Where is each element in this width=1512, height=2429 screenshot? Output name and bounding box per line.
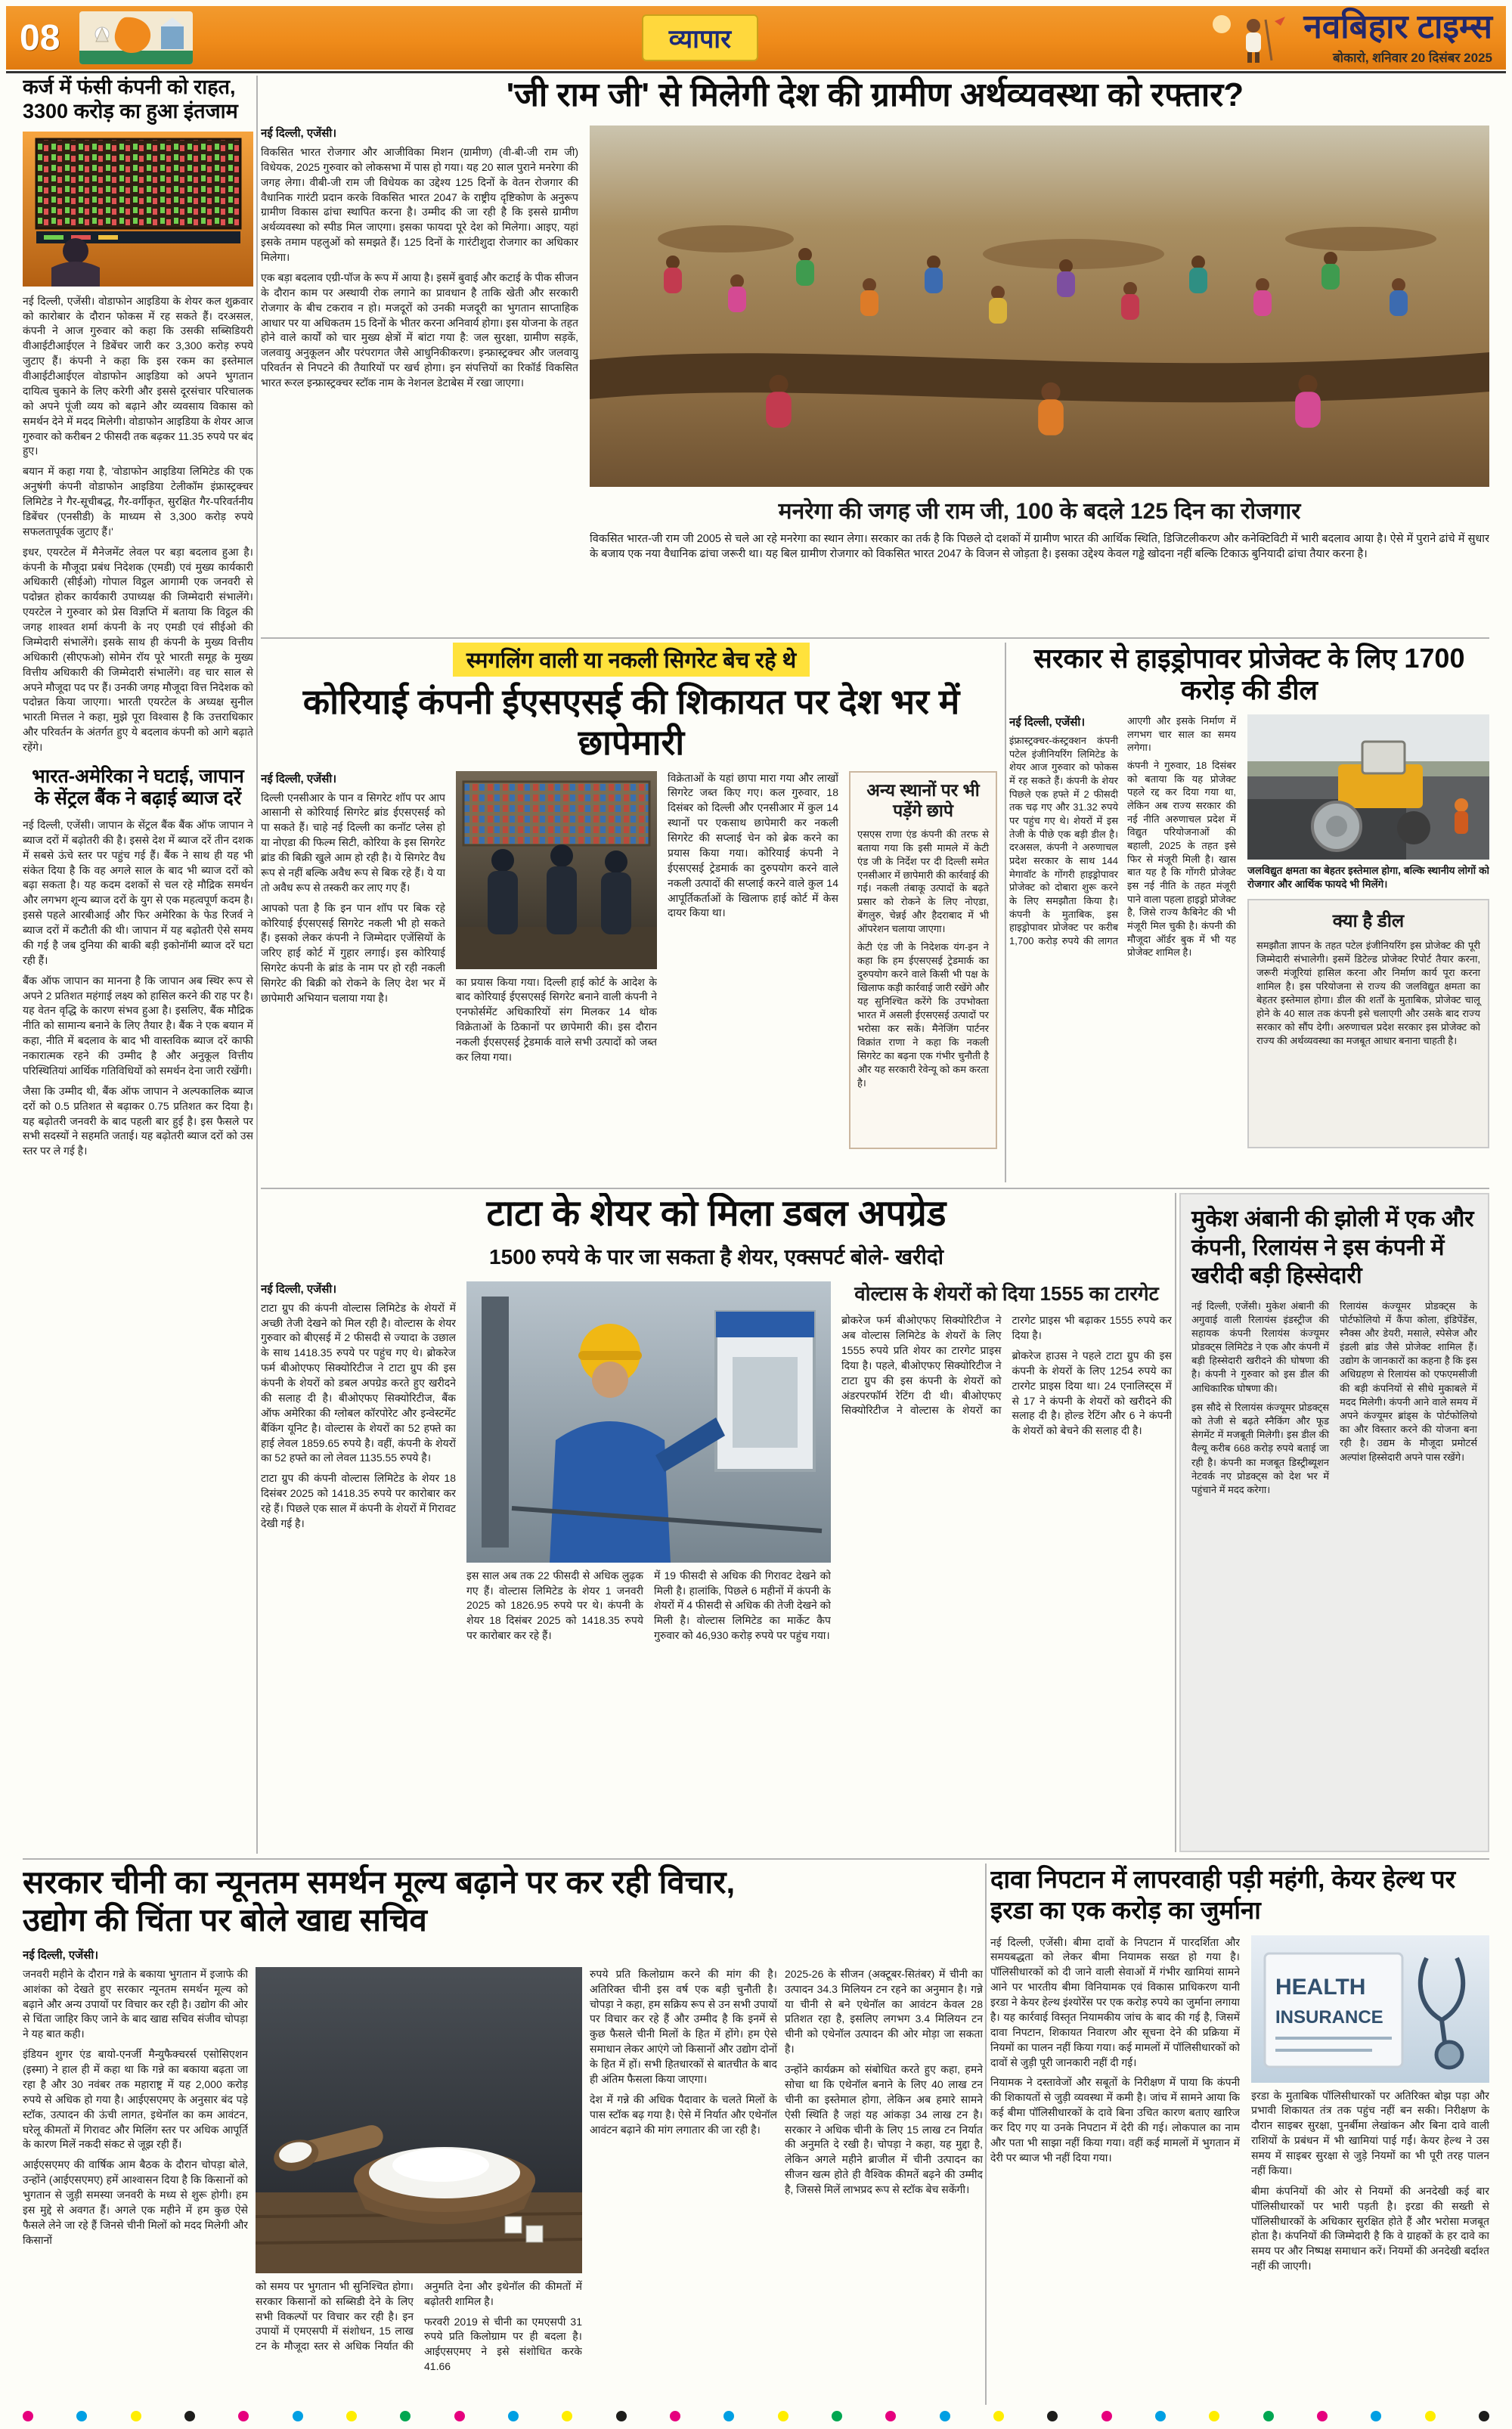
photo-caption-headline: मनरेगा की जगह जी राम जी, 100 के बदले 125 दिन का रोजगार: [778, 498, 1301, 524]
article-gram-ji-lead: [261, 76, 1489, 634]
article-paragraph: बयान में कहा गया है, 'वोडाफोन आइडिया लिमिटेड की एक अनुषंगी कंपनी वोडाफोन आइडिया टेलीकॉम इंफ्रास्ट्रक्चर लिमिटेड ने गैर-सूचीबद्ध, गैर-वर्गीकृत, सुरक्षित गैर-परिवर्तनीय डिबेंचर (एनसीडी) के माध्यम से 3,300 करोड़ रुपये सफलतापूर्वक जुटाए हैं।': [23, 465, 253, 538]
article-body: [1191, 1300, 1477, 1821]
photo-sugar-bowl: [256, 1967, 582, 2273]
section-rule-2: [261, 1188, 1489, 1189]
article-paragraph: को समय पर भुगतान भी सुनिश्चित होगा। सरकार किसानों को सब्सिडी देने के लिए सभी विकल्पों पर विचार कर रही है। इन उपायों में एमएसपी में संशोधन, 15 लाख टन के मौजूदा स्तर से अधिक निर्यात की अनुमति देना और इथेनॉल की कीमतों में बढ़ोतरी शामिल है।: [256, 2279, 582, 2353]
article-subhead: 1500 रुपये के पार जा सकता है शेयर, एक्सपर्ट बोले- खरीदो: [489, 1244, 943, 1269]
dateline: नई दिल्ली, एजेंसी।: [261, 772, 336, 785]
section-rule-1: [261, 637, 1489, 639]
paper-name: नवबिहार टाइम्स: [1303, 8, 1492, 46]
article-paragraph: आपको पता है कि इन पान शॉप पर बिक रहे कोरियाई ईएसएसई सिगरेट नकली भी हो सकते हैं। इसको लेकर कंपनी ने जिम्मेदार एजेंसियों के जरिए हाई कोर्ट में गुहार लगाई। इस कोरियाई सिगरेट कंपनी के ब्रांड के नाम पर हो रही नकली सिगरेट की बिक्री को रोकने के लिए देश भर में छापेमारी अभियान चलाया गया है।: [261, 901, 445, 1004]
article-column-1: [261, 1281, 456, 1841]
article-paragraph: 2025-26 के सीजन (अक्टूबर-सितंबर) में चीनी का उत्पादन 34.3 मिलियन टन रहने का अनुमान है। गन्ने या चीनी से बने एथेनॉल का आवंटन केवल 28 प्रतिशत रहा है, इसलिए लगभग 3.4 मिलियन टन चीनी को एथेनॉल उत्पादन की ओर मोड़ा जा सकता है।: [785, 1967, 983, 2056]
sidebar-box-headline: अन्य स्थानों पर भी पड़ेंगे छापे: [866, 779, 980, 821]
registration-dot: [670, 2411, 680, 2421]
photo-stock-market: [23, 132, 253, 287]
article-paragraph: टाटा ग्रुप की कंपनी वोल्टास लिमिटेड के शेयर 18 दिसंबर 2025 को 1418.35 रुपये पर कारोबार कर रहे हैं। पिछले एक साल में कंपनी के शेयरों में गिरावट देखी गई है।: [261, 1472, 456, 1529]
article-paragraph: देश में गन्ने की अधिक पैदावार के चलते मिलों के पास स्टॉक बढ़ गया है। ऐसे में निर्यात और एथेनॉल आवंटन बढ़ाने की मांग लगातार की जा रही है।: [590, 2093, 777, 2136]
registration-dot: [1047, 2411, 1058, 2421]
registration-dot: [1479, 2411, 1489, 2421]
kicker-label: स्मगलिंग वाली या नकली सिगरेट बेच रहे थे: [453, 643, 810, 677]
photo-cigarette-raid: [456, 771, 657, 969]
registration-dot: [1371, 2411, 1381, 2421]
column-rule-esse-hydro: [1005, 643, 1006, 1182]
lead-photo-block: [590, 125, 1489, 624]
masthead-divider: [6, 71, 1506, 73]
article-paragraph: नई दिल्ली, एजेंसी। वोडाफोन आइडिया के शेयर कल शुक्रवार को कारोबार के दौरान फोकस में रह सकते हैं। दरअसल, कंपनी ने आज गुरुवार को कहा कि उसकी सब्सिडियरी वीआईटीआईएल ने डिबेंचर जारी कर 3,300 करोड़ रुपये जुटाए हैं। कंपनी ने कहा कि इस रकम का इस्तेमाल वीआईटीआईएल वोडाफोन आइडिया को अपने भुगतान दायित्व चुकाने के लिए करेगी और इससे दूरसंचार परिचालक को अपने पूंजी व्यय को बढ़ाने और व्यवसाय विकास को समर्थन देने में मदद मिलेगी। वोडाफोन आइडिया के शेयर आज गुरुवार को करीबन 2 फीसदी तक बढ़कर 11.35 रुपये पर बंद हुए।: [23, 294, 253, 457]
registration-dot: [508, 2411, 519, 2421]
article-paragraph: फरवरी 2019 से चीनी का एमएसपी 31 रुपये प्रति किलोग्राम पर ही बदला है। आईएसएमए ने इसे संशोधित करके 41.66: [424, 2315, 582, 2373]
column-rule-tata-ambani: [1175, 1193, 1176, 1852]
lead-body-column: [261, 125, 578, 624]
masthead: [6, 6, 1506, 70]
health-photo-label-2: INSURANCE: [1275, 2006, 1383, 2028]
article-paragraph: एक बड़ा बदलाव एग्री-पॉज के रूप में आया है। इसमें बुवाई और कटाई के पीक सीजन के दौरान काम पर अस्थायी रोक लगाने का प्रावधान है ताकि खेती और सरकारी रोजगार के बीच टकराव न हो। मजदूरों को उनकी मजदूरी का भुगतान साप्ताहिक आधार पर या अधिकतम 15 दिनों के भीतर करना अनिवार्य होगा। इस योजना के तहत होने वाले कार्यों को चार मुख्य क्षेत्रों में बांटा गया है: जल सुरक्षा, ग्रामीण सड़कें, जलवायु अनुकूलन और परंपरागत जैसे आधुनिकीकरण। इन्फ्रास्ट्रक्चर और जलवायु परिवर्तन से निपटने की तैयारियों पर खर्च होगा। इन संपत्तियों का रिकॉर्ड विकसित भारत रूरल इन्फ्रास्ट्रक्चर स्टॉक नाम के नेशनल डेटाबेस में रखा जाएगा।: [261, 271, 578, 389]
registration-dot: [1101, 2411, 1112, 2421]
article-headline: कर्ज में फंसी कंपनी को राहत, 3300 करोड़ का हुआ इंतजाम: [23, 76, 238, 122]
registration-dot: [778, 2411, 789, 2421]
article-headline: सरकार चीनी का न्यूनतम समर्थन मूल्य बढ़ाने पर कर रही विचार, उद्योग की चिंता पर बोले खाद्य सचिव: [23, 1864, 736, 1938]
article-paragraph: इधर, एयरटेल में मैनेजमेंट लेवल पर बड़ा बदलाव हुआ है। कंपनी के मौजूदा प्रबंध निदेशक (एमडी) एवं मुख्य कार्यकारी अधिकारी (सीईओ) गोपाल विट्ठल आगामी एक जनवरी से पदोन्नत होकर कार्यकारी उपाध्यक्ष की जिम्मेदारी संभालेंगे। एयरटेल ने गुरुवार को प्रेस विज्ञप्ति में बताया कि विट्ठल की जगह शाश्वत शर्मा कंपनी के नए एमडी एवं सीईओ की जिम्मेदारी संभालेंगे। इसके साथ ही कंपनी के मुख्य वित्तीय अधिकारी (सीएफओ) सोमेन रॉय पूरे भारती समूह के मुख्य वित्तीय अधिकारी की जिम्मेदारी संभालेंगे। वह चार साल से अपने मौजूदा पद पर हैं। उनकी जगह मौजूदा वित्त निदेशक को पदोन्नत किया जाएगा। भारती एयरटेल के अध्यक्ष सुनील भारती मित्तल ने कहा, मुझे पूरा विश्वास है कि उत्तराधिकार और परिवर्तन के अंतर्गत हुए ये बदलाव कंपनी को आगे बढ़ाते रहेंगे।: [23, 545, 253, 754]
article-headline: कोरियाई कंपनी ईएसएसई की शिकायत पर देश भर में छापेमारी: [302, 682, 960, 763]
sub-article-headline: वोल्टास के शेयरों को दिया 1555 का टारगेट: [854, 1281, 1159, 1305]
registration-dot: [184, 2411, 195, 2421]
article-esse-raids: [261, 643, 1002, 1182]
article-tata-voltas: [261, 1193, 1172, 1852]
article-headline: मुकेश अंबानी की झोली में एक और कंपनी, रिलायंस ने इस कंपनी में खरीदी बड़ी हिस्सेदारी: [1191, 1207, 1474, 1288]
article-continued-columns: [466, 1569, 831, 1826]
dateline: नई दिल्ली, एजेंसी।: [261, 1282, 336, 1296]
article-column-4: [785, 1967, 983, 2390]
article-reliance-stake: [1179, 1193, 1489, 1852]
registration-dot: [76, 2411, 87, 2421]
registration-dot: [1425, 2411, 1436, 2421]
registration-dot: [1155, 2411, 1166, 2421]
article-paragraph: विकसित भारत रोजगार और आजीविका मिशन (ग्रामीण) (वी-बी-जी राम जी) विधेयक, 2025 गुरुवार को लोकसभा में पास हो गया। यह 20 साल पुराने मनरेगा की जगह लेगा। वीबी-जी राम जी विधेयक का उद्देश्य 125 दिनों के वेतन रोजगार की वैधानिक गारंटी प्रदान करके विकसित भारत 2047 के राष्ट्रीय दृष्टिकोण के अनुरूप ग्रामीण विकास ढांचा स्थापित करना है। उम्मीद की जा रही है कि इससे ग्रामीण अर्थव्यवस्था को स्पीड मिल जाएगा। इसका फायदा पूरे देश को मिलेगा। आइए, यहां इसके तमाम पहलुओं को समझते हैं। 125 दिनों के गारंटीशुदा रोजगार का अधिकार मिलेगा।: [261, 145, 578, 264]
article-headline: सरकार से हाइड्रोपावर प्रोजेक्ट के लिए 1700 करोड़ की डील: [1033, 643, 1465, 706]
article-paragraph: बैंक ऑफ जापान का मानना है कि जापान अब स्थिर रूप से अपने 2 प्रतिशत महंगाई लक्ष्य को हासिल करने की राह पर है। यह वेतन वृद्धि के कारण संभव हुआ है। इसलिए, बैंक मौद्रिक नीति को सामान्य बनाने के लिए तैयार है। बैंक ने एक बयान में कहा, नीति में बदलाव के बाद भी वास्तविक ब्याज दरें काफी नकारात्मक रहने की उम्मीद है और अनुकूल वित्तीय परिस्थितियां आर्थिक गतिविधियों को समर्थन देना जारी रखेंगी।: [23, 974, 253, 1077]
article-paragraph: नई दिल्ली, एजेंसी। जापान के सेंट्रल बैंक बैंक ऑफ जापान ने ब्याज दरों में बढ़ोतरी की है। इससे देश में ब्याज दरें तीन दशक में सबसे ऊंचे स्तर पर पहुंच गई हैं। बैंक ने साथ ही यह भी संकेत दिया है कि वह अगले साल के बाद भी ब्याज दरों को बढ़ा सकता है। यह कदम दशकों से चल रहे मौद्रिक समर्थन और लगभग शून्य ब्याज दरों के युग से एक महत्वपूर्ण कदम है। इससे पहले आरबीआई और फिर अमेरिका के फेड रिजर्व ने ब्याज दरों में कटौती की थी। जापान में यह बढ़ोतरी ऐसे समय की गई है जब दुनिया की बाकी बड़ी इकोनॉमी ब्याज दरें घटा रही हैं।: [23, 818, 253, 966]
registration-dot: [238, 2411, 249, 2421]
registration-dot: [346, 2411, 357, 2421]
sidebar-paragraph: केटी एंड जी के निदेशक यंग-इन ने कहा कि हम ईएसएसई ट्रेडमार्क का दुरुपयोग करने वाले किसी भी पक्ष के खिलाफ कड़ी कार्रवाई जारी रखेंगे और यह सुनिश्चित करेंगे कि उपभोक्ता भारत में असली ईएसएसई उत्पादों पर भरोसा कर सकें। मैनेजिंग पार्टनर विक्रांत राणा ने कहा कि नकली सिगरेट का बढ़ना एक गंभीर चुनौती है और यह सरकारी रेवेन्यू को कम करता है।: [857, 941, 989, 1089]
article-column-1: [23, 1967, 248, 2390]
article-body-columns: [1009, 714, 1236, 1168]
article-hydropower-deal: [1009, 643, 1489, 1182]
article-photo-block: [1247, 714, 1489, 1168]
article-paragraph: रिलायंस कंज्यूमर प्रोडक्ट्स के पोर्टफोलियो में कैंपा कोला, इंडिपेंडेंस, स्नैक्स और डेयरी, मसाले, स्पेसेज और इंडली ब्रांड जैसे प्रोजेक्ट शामिल हैं। उद्योग के जानकारों का कहना है कि इस अधिग्रहण से रिलायंस को एफएमसीजी की बड़ी कंपनियों से सीधे मुकाबले में मदद मिलेगी। कंपनी आने वाले समय में अपने कंज्यूमर ब्रांड्स के पोर्टफोलियो का और विस्तार करने की योजना बना रही है। उद्यम के मौजूदा प्रमोटर्स अल्पांश हिस्सेदारी अपने पास रखेंगे।: [1340, 1300, 1477, 1463]
registration-dot: [454, 2411, 465, 2421]
deal-box-text: समझौता ज्ञापन के तहत पटेल इंजीनियरिंग इस प्रोजेक्ट की पूरी जिम्मेदारी संभालेगी। इसमें डिटेल्ड प्रोजेक्ट रिपोर्ट तैयार करना, जरूरी मंजूरियां हासिल करना और निर्माण कार्य पूरा करना शामिल है। इस परियोजना से राज्य की जलविद्युत क्षमता का बेहतर इस्तेमाल होगा। डील की शर्तों के मुताबिक, प्रोजेक्ट चालू होने के 40 साल तक कंपनी इसे चलाएगी और उसके बाद राज्य सरकार को सौंप देगी। अरुणाचल प्रदेश सरकार इस प्रोजेक्ट को राज्य की अर्थव्यवस्था का मजबूत आधार बनाना चाहती है।: [1256, 940, 1480, 1046]
registration-dot: [940, 2411, 950, 2421]
column-rule-left: [256, 76, 258, 1854]
article-paragraph: इरडा के मुताबिक पॉलिसीधारकों पर अतिरिक्त बोझ पड़ा और प्रभावी शिकायत तंत्र तक पहुंच नहीं बन सकी। निरीक्षण के दौरान साइबर सुरक्षा, पुनर्बीमा लेखांकन और बिना दावे वाली राशियों के प्रबंधन में भी खामियां पाई गईं। केयर हेल्थ ने उस समय में साइबर सुरक्षा से जुड़े नियमों का भी पूरी तरह पालन नहीं किया।: [1251, 2089, 1489, 2176]
article-headline: दावा निपटान में लापरवाही पड़ी महंगी, केयर हेल्थ पर इरडा का एक करोड़ का जुर्माना: [990, 1865, 1456, 1925]
photo-mgnrega-workers: [590, 125, 1489, 487]
article-column-2: [456, 771, 657, 1149]
article-paragraph: इंडियन शुगर एंड बायो-एनर्जी मैन्युफैक्चरर्स एसोसिएशन (इस्मा) ने हाल ही में कहा था कि गन्ने का बकाया बढ़ता जा रहा है और 30 नवंबर तक महाराष्ट्र में यह 2,000 करोड़ रुपये से अधिक हो गया है। आईएसएमए के अनुसार बंद पड़े स्टॉक, उत्पादन की ऊंची लागत, इथेनॉल का कम आवंटन, घरेलू कीमतों में गिरावट और मिलिंग स्तर पर अधिक आपूर्ति के कारण मिलें नकदी संकट से जूझ रही हैं।: [23, 2048, 248, 2151]
article-column-1: [990, 1935, 1240, 2385]
article-paragraph: नई दिल्ली, एजेंसी। मुकेश अंबानी की अगुवाई वाली रिलायंस इंडस्ट्रीज की सहायक कंपनी रिलायंस कंज्यूमर प्रोडक्ट्स लिमिटेड ने एक और कंपनी में बड़ी हिस्सेदारी खरीदने की घोषणा की है। कंपनी ने गुरुवार को इस डील की आधिकारिक घोषणा की।: [1191, 1300, 1329, 1394]
article-column-3: [668, 771, 838, 1149]
registration-dot: [562, 2411, 572, 2421]
deal-box: [1247, 899, 1489, 1148]
article-paragraph: ब्रोकरेज फर्म बीओएफए सिक्योरिटीज ने अब वोल्टास लिमिटेड के शेयरों के लिए 1555 रुपये प्रति शेयर का टारगेट प्राइस दिया है। पहले, बीओएफए सिक्योरिटीज ने टाटा ग्रुप की इस कंपनी के शेयरों को अंडरपरफॉर्म रेटिंग दी थी। बीओएफए सिक्योरिटीज ने वोल्टास के शेयरों का टारगेट प्राइस भी बढ़ाकर 1555 रुपये कर दिया है।: [841, 1314, 1172, 1417]
article-paragraph: टाटा ग्रुप की कंपनी वोल्टास लिमिटेड के शेयरों में अच्छी तेजी देखने को मिल रही है। वोल्टास के शेयर गुरुवार को बीएसई में 2 फीसदी से ज्यादा के उछाल के साथ 1418.35 रुपये पर पहुंच गए थे। ब्रोकरेज फर्म बीओएफए सिक्योरिटीज ने टाटा ग्रुप की इस कंपनी के शेयरों को डबल अपग्रेड करते हुए खरीदने की सलाह दी है। बीओएफए सिक्योरिटीज, बैंक ऑफ अमेरिका की ग्लोबल कॉरपोरेट और इन्वेस्टमेंट बैंकिंग यूनिट है। वोल्टास के शेयरों का 52 हफ्ते का हाई लेवल 1859.65 रुपये है। वहीं, कंपनी के शेयरों का 52 हफ्ते का लो लेवल 1135.55 रुपये है।: [261, 1301, 456, 1464]
article-paragraph: विक्रेताओं के यहां छापा मारा गया और लाखों सिगरेट जब्त किए गए। कल गुरुवार, 18 दिसंबर को दिल्ली और एनसीआर में कुल 14 स्थानों पर एकसाथ छापेमारी कर नकली सिगरेट की सप्लाई चेन को ब्रेक करने का प्रयास किया गया। कोरियाई कंपनी ने ईएसएसई ट्रेडमार्क का दुरुपयोग करने वाले नकली उत्पादों की सप्लाई करने वाले कुल 14 आपूर्तिकर्ताओं के खिलाफ हाई कोर्ट में केस दायर किया था।: [668, 771, 838, 919]
article-paragraph: ब्रोकरेज हाउस ने पहले टाटा ग्रुप की इस कंपनी के शेयरों के लिए 1254 रुपये का टारगेट प्राइस दिया था। 24 एनालिस्ट्स में से 17 ने कंपनी के शेयरों को खरीदने की सलाह दी है। होल्ड रेटिंग और 6 ने कंपनी के शेयरों को बेचने की सलाह दी है।: [1012, 1349, 1172, 1437]
registration-dot: [23, 2411, 33, 2421]
registration-dot: [1317, 2411, 1328, 2421]
article-continued-columns: [256, 2279, 582, 2385]
masthead-illustration: [1207, 11, 1290, 65]
article-paragraph: में 19 फीसदी से अधिक की गिरावट देखने को मिली है। हालांकि, पिछले 6 महीनों में कंपनी के शेयरों में 4 फीसदी से अधिक की तेजी देखने को मिली है। वोल्टास लिमिटेड का मार्केट कैप गुरुवार को 46,930 करोड़ रुपये पर पहुंच गया।: [654, 1569, 831, 1642]
sidebar-paragraph: एसएस राणा एंड कंपनी की तरफ से बताया गया कि इसी मामले में केटी एंड जी के निर्देश पर दी दिल्ली समेत एनसीआर में छापेमारी की कार्रवाई की गई। नकली तंबाकू उत्पादों के बढ़ते प्रसार को रोकने के लिए नोएडा, बेंगलुरु, चेन्नई और हैदराबाद में भी ऑपरेशन चलाया जाएगा।: [857, 828, 989, 935]
article-paragraph: इंफ्रास्ट्रक्चर-कंस्ट्रक्शन कंपनी पटेल इंजीनियरिंग लिमिटेड के शेयर आज गुरुवार को फोकस में रह सकते हैं। कंपनी के शेयर पिछले एक हफ्ते में 2 फीसदी तक चढ़ गए और 31.32 रुपये पर पहुंच गए थे। शेयरों में इस तेजी के पीछे एक बड़ी डील है। दरअसल, कंपनी ने अरुणाचल प्रदेश सरकार के साथ 144 मेगावॉट के गोंगरी हाइड्रोपावर प्रोजेक्ट को दोबारा शुरू करने के लिए समझौता किया है। कंपनी के मुताबिक, इस हाइड्रोपावर प्रोजेक्ट पर करीब 1,700 करोड़ रुपये की लागत आएगी और इसके निर्माण में लगभग चार साल का समय लगेगा।: [1009, 714, 1236, 947]
photo-health-insurance: [1251, 1935, 1489, 2083]
article-paragraph: इस साल अब तक 22 फीसदी से अधिक लुढ़क गए हैं। वोल्टास लिमिटेड के शेयर 1 जनवरी 2025 को 1826.95 रुपये पर थे। कंपनी के शेयर 18 दिसंबर 2025 को 1418.35 रुपये पर कारोबार कर रहे हैं।: [466, 1569, 643, 1642]
dateline: नई दिल्ली, एजेंसी।: [23, 1948, 98, 1962]
article-sugar-msp: [23, 1864, 983, 2405]
article-headline-rates: भारत-अमेरिका ने घटाई, जापान के सेंट्रल बैंक ने बढ़ाई ब्याज दरें: [32, 765, 244, 810]
article-vodafone-debentures: [23, 76, 253, 1854]
section-rule-3: [23, 1858, 1489, 1860]
article-paragraph: कंपनी ने गुरुवार, 18 दिसंबर को बताया कि यह प्रोजेक्ट पहले रद्द कर दिया गया था, लेकिन अब राज्य सरकार की नई नीति अरुणाचल प्रदेश में विद्युत परियोजनाओं की बहाली, 2025 के तहत इसे फिर से मंजूरी मिली है। खास बात यह है कि गोंगरी प्रोजेक्ट इस नई नीति के तहत मंजूरी पाने वाला पहला हाइड्रो प्रोजेक्ट है, जिसे राज्य कैबिनेट की भी मंजूरी मिल चुकी है। कंपनी की मौजूदा ऑर्डर बुक में भी यह प्रोजेक्ट शामिल है।: [1127, 759, 1236, 959]
article-column-3: [590, 1967, 777, 2390]
article-body-rates: [23, 818, 253, 1159]
article-body: [23, 294, 253, 755]
article-paragraph: आईएसएमए की वार्षिक आम बैठक के दौरान चोपड़ा बोले, उन्होंने (आईएसएमए) हमें आश्वासन दिया है कि किसानों को भुगतान से जुड़ी समस्या जनवरी के मध्य से शुरू होगी। हम इस मुद्दे से अवगत हैं। अगले एक महीने में हम कुछ ऐसे फैसले लेने जा रहे हैं जिनसे चीनी मिलों को मदद मिलेगी और किसानों: [23, 2158, 248, 2246]
article-paragraph: दिल्ली एनसीआर के पान व सिगरेट शॉप पर आप आसानी से कोरियाई सिगरेट ब्रांड ईएसएसई को पा सकते हैं। चाहे नई दिल्ली का कनॉट प्लेस हो या नोएडा की फिल्म सिटी, कोरिया के इस सिगरेट ब्रांड की बिक्री खुले आम हो रही है। ये सिगरेट वैध रूप से नहीं बल्कि अवैध रूप से बिक रहे हैं। ये या तो अवैध रूप से तस्करी कर लाए गए हैं।: [261, 791, 445, 894]
photo-caption: विकसित भारत-जी राम जी 2005 से चले आ रहे मनरेगा का स्थान लेगा। सरकार का तर्क है कि पिछले दो दशकों में ग्रामीण भारत की आर्थिक स्थिति, डिजिटलीकरण और कनेक्टिविटी में भारी बदलाव आया है। ऐसे में पुराने ढांचे में सुधार के बजाय एक नया वैधानिक ढांचा जरूरी था। यह बिल ग्रामीण रोजगार को विकसित भारत 2047 के विजन से जोड़ता है। इसका उद्देश्य केवल गड्ढे खोदना नहीं बल्कि टिकाऊ बुनियादी ढांचा तैयार करना है।: [590, 532, 1489, 561]
article-photo-block: [1251, 1935, 1489, 2385]
article-paragraph: इस सौदे से रिलायंस कंज्यूमर प्रोडक्ट्स को तेजी से बढ़ते स्नैकिंग और फूड सेगमेंट में मजबूती मिलेगी। इस डील की वैल्यू करीब 668 करोड़ रुपये बताई जा रही है। कंपनी का मजबूत डिस्ट्रीब्यूशन नेटवर्क नए प्रोडक्ट्स को देश भर में पहुंचाने में मदद करेगा।: [1191, 1401, 1329, 1495]
registration-dot: [616, 2411, 627, 2421]
article-paragraph: नई दिल्ली, एजेंसी। बीमा दावों के निप‍टान में पारदर्शिता और समयबद्धता को लेकर बीमा नियामक सख्त हो गया है। पॉलिसीधारकों को दी जाने वाली सेवाओं में गंभीर खामियां सामने आने पर भारतीय बीमा विनियामक एवं विकास प्राधिकरण यानी इरडा ने केयर हेल्थ इंश्योरेंस पर एक करोड़ रुपये का जुर्माना लगाया है। यह कार्रवाई विस्तृत नियामकीय जांच के बाद की गई है, जिसमें दावा निपटान, शिकायत निवारण और सूचना देने की प्रक्रिया में नियमों का पालन नहीं किया गया। कई मामलों में पॉलिसीधारकों को दावों से जुड़ी पूरी जानकारी नहीं दी गई।: [990, 1935, 1240, 2068]
sub-article-body: [841, 1313, 1172, 1782]
article-paragraph: रुपये प्रति किलोग्राम करने की मांग की है। अतिरिक्त चीनी इस वर्ष एक बड़ी चुनौती है। चोपड़ा ने कहा, हम सक्रिय रूप से उन सभी उपायों पर विचार कर रहे हैं और उम्मीद है कि इनमें से कुछ फैसले चीनी मिलों के हित में होंगे। हम ऐसे समाधान लेकर आएंगे जो किसानों और उद्योग दोनों के हित में हों। सभी हितधारकों से बातचीत के बाद ही अंतिम फैसला किया जाएगा।: [590, 1967, 777, 2085]
article-photo-block: [256, 1967, 582, 2390]
article-paragraph: जनवरी महीने के दौरान गन्ने के बकाया भुगतान में इजाफे की आशंका को देखते हुए सरकार न्यूनतम समर्थन मूल्य को बढ़ाने और अन्य उपायों पर विचार कर रही है। उद्योग की ओर से चिंता जाहिर किए जाने के बाद खाद्य सचिव संजीव चोपड़ा ने यह बात कही।: [23, 1967, 248, 2040]
masthead-title-block: [1303, 10, 1492, 65]
registration-dot: [293, 2411, 303, 2421]
dateline: नई दिल्ली, एजेंसी।: [1009, 715, 1085, 729]
registration-dot: [400, 2411, 411, 2421]
article-care-health-penalty: [990, 1864, 1489, 2405]
sidebar-box-more-raids: [849, 771, 997, 1149]
article-paragraph: उन्होंने कार्यक्रम को संबोधित करते हुए कहा, हमने सोचा था कि एथेनॉल बनाने के लिए 40 लाख टन चीनी का इस्तेमाल होगा, लेकिन अब हमारे सामने ऐसी स्थिति है जहां यह आंकड़ा 34 लाख टन है। सरकार ने अधिक चीनी के लिए 15 लाख टन निर्यात की अनुमति दे रखी है। चोपड़ा ने कहा, यह मुद्दा है, लेकिन अगले महीने ब्राजील में चीनी उत्पादन का सीजन खत्म होते ही वैश्विक कीमतें बढ़ने की उम्मीद है, जिससे मिलें लाभप्रद रूप से स्टॉक बेच सकेंगी।: [785, 2063, 983, 2196]
photo-voltas-worker: [466, 1281, 831, 1563]
section-label: व्यापार: [642, 14, 758, 61]
registration-dot: [832, 2411, 842, 2421]
article-headline: टाटा के शेयर को मिला डबल अपग्रेड: [486, 1194, 947, 1234]
page-number: 08: [20, 17, 60, 58]
article-paragraph: का प्रयास किया गया। दिल्ली हाई कोर्ट के आदेश के बाद कोरियाई ईएसएसई सिगरेट बनाने वाली कंपनी ने एनफोर्समेंट अधिकारियों संग मिलकर 14 थोक विक्रेताओं के ठिकानों पर छापेमारी की। इस दौरान नकली ईएसएसई ट्रेडमार्क वाले सभी उत्पादों को जब्त कर लिया गया।: [456, 975, 657, 1063]
article-paragraph: बीमा कंपनियों की ओर से नियमों की अनदेखी कई बार पॉलिसीधारकों पर भारी पड़ती है। इरडा की सख्ती से पॉलिसीधारकों के अधिकार सुरक्षित होते हैं और भरोसा मजबूत होता है। कंपनियों की जिम्मेदारी है कि वे ग्राहकों के हर दावे का समय पर और निष्पक्ष समाधान करें। नियमों की अनदेखी बर्दाश्त नहीं की जाएगी।: [1251, 2184, 1489, 2273]
edition-date: बोकारो, शनिवार 20 दिसंबर 2025: [1332, 50, 1492, 65]
health-photo-label-1: HEALTH: [1275, 1974, 1366, 2000]
masthead-collage-image: [79, 11, 193, 64]
registration-dot: [885, 2411, 896, 2421]
article-paragraph: नियामक ने दस्तावेजों और सबूतों के निरीक्षण में पाया कि कंपनी की शिकायतों से जुड़ी व्यवस्था में कमी है। जांच में सामने आया कि कई बीमा पॉलिसीधारकों के दावे बिना उचित कारण बताए खारिज कर दिए गए या उनके निपटान में देरी की गई। लोकपाल का नाम और पता भी साझा नहीं किया गया। वहीं कई मामलों में भुगतान में देरी पर ब्याज भी नहीं दिया गया।: [990, 2076, 1240, 2164]
registration-dots: [23, 2410, 1489, 2422]
sub-article-target: [841, 1281, 1172, 1841]
dateline: नई दिल्ली, एजेंसी।: [261, 126, 336, 140]
article-column-2: [1251, 2089, 1489, 2380]
registration-dot: [993, 2411, 1004, 2421]
registration-dot: [1209, 2411, 1219, 2421]
lead-headline: 'जी राम जी' से मिलेगी देश की ग्रामीण अर्थव्यवस्था को रफ्तार?: [506, 76, 1244, 113]
column-rule-sugar-care: [985, 1864, 987, 2405]
deal-box-headline: क्या है डील: [1332, 911, 1405, 932]
kicker-wrap: [261, 643, 1002, 677]
article-column-1: [261, 771, 445, 1149]
registration-dot: [723, 2411, 734, 2421]
photo-caption: जलविद्युत क्षमता का बेहतर इस्तेमाल होगा, बल्कि स्थानीय लोगों को रोजगार और आर्थिक फायदे भी मिलेंगे।: [1247, 864, 1489, 891]
article-photo-block: [466, 1281, 831, 1841]
photo-road-construction: [1247, 714, 1489, 860]
article-paragraph: जैसा कि उम्मीद थी, बैंक ऑफ जापान ने अल्पकालिक ब्याज दरों को 0.5 प्रतिशत से बढ़ाकर 0.75 प्रतिशत कर दिया है। यह बढ़ोतरी जनवरी के बाद पहली बार हुई है। इस फैसले पर सभी सदस्यों ने सहमति जताई। यह बढ़ोतरी ब्याज दरों को उस स्तर पर ले गई है।: [23, 1084, 253, 1157]
registration-dot: [1263, 2411, 1274, 2421]
registration-dot: [131, 2411, 141, 2421]
